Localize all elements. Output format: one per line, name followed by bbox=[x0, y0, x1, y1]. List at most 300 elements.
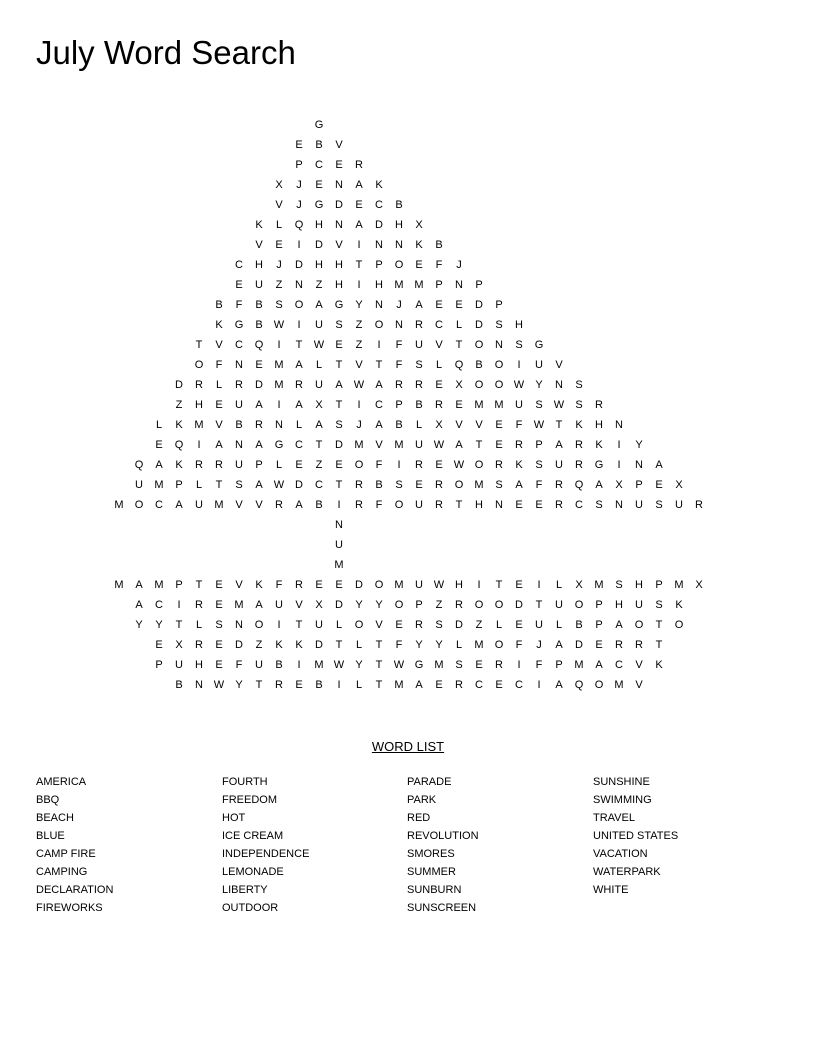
word-list-item: SUNSHINE bbox=[593, 776, 650, 788]
word-list-item: FOURTH bbox=[222, 776, 268, 788]
grid-letter: Y bbox=[235, 679, 243, 691]
grid-letter: N bbox=[635, 459, 643, 471]
grid-letter: D bbox=[375, 219, 383, 231]
grid-letter: C bbox=[155, 499, 163, 511]
grid-letter: Z bbox=[255, 639, 263, 651]
grid-letter: C bbox=[155, 599, 163, 611]
grid-letter: I bbox=[477, 579, 481, 591]
grid-letter: M bbox=[394, 439, 404, 451]
word-list-item: SUNBURN bbox=[407, 884, 462, 896]
grid-letter: T bbox=[475, 439, 483, 451]
grid-letter: E bbox=[315, 179, 323, 191]
grid-letter: L bbox=[455, 639, 463, 651]
grid-letter: K bbox=[375, 179, 383, 191]
grid-letter: M bbox=[594, 579, 604, 591]
grid-letter: I bbox=[297, 659, 301, 671]
grid-letter: F bbox=[375, 459, 383, 471]
grid-letter: R bbox=[635, 639, 643, 651]
grid-letter: E bbox=[495, 419, 503, 431]
grid-letter: A bbox=[315, 419, 323, 431]
grid-letter: R bbox=[555, 479, 563, 491]
grid-letter: T bbox=[375, 639, 383, 651]
grid-letter: I bbox=[297, 319, 301, 331]
grid-letter: H bbox=[595, 419, 603, 431]
grid-letter: M bbox=[154, 479, 164, 491]
grid-letter: V bbox=[635, 679, 643, 691]
grid-letter: K bbox=[175, 459, 183, 471]
word-list-column bbox=[593, 773, 773, 899]
grid-letter: L bbox=[335, 619, 343, 631]
grid-letter: P bbox=[175, 579, 183, 591]
grid-letter: A bbox=[595, 659, 603, 671]
grid-letter: R bbox=[495, 459, 503, 471]
grid-letter: E bbox=[155, 439, 163, 451]
grid-letter: T bbox=[655, 639, 663, 651]
grid-letter: H bbox=[315, 259, 323, 271]
grid-letter: Q bbox=[174, 439, 184, 451]
grid-letter: H bbox=[315, 219, 323, 231]
grid-letter: Y bbox=[355, 299, 363, 311]
word-list-item: BEACH bbox=[36, 812, 74, 824]
grid-letter: L bbox=[495, 619, 503, 631]
grid-letter: L bbox=[315, 359, 323, 371]
grid-letter: T bbox=[355, 259, 363, 271]
grid-letter: D bbox=[455, 619, 463, 631]
grid-letter: A bbox=[155, 459, 163, 471]
grid-letter: Y bbox=[535, 379, 543, 391]
grid-letter: F bbox=[235, 299, 243, 311]
grid-letter: M bbox=[194, 419, 204, 431]
grid-letter: W bbox=[353, 379, 365, 391]
grid-letter: H bbox=[515, 319, 523, 331]
grid-letter: Z bbox=[475, 619, 483, 631]
grid-letter: L bbox=[435, 359, 443, 371]
grid-letter: V bbox=[455, 419, 463, 431]
grid-letter: D bbox=[335, 439, 343, 451]
word-list-item: AMERICA bbox=[36, 776, 87, 788]
grid-letter: H bbox=[195, 399, 203, 411]
grid-letter: A bbox=[555, 679, 563, 691]
grid-letter: R bbox=[555, 499, 563, 511]
grid-letter: T bbox=[535, 599, 543, 611]
grid-letter: S bbox=[215, 619, 223, 631]
grid-letter: E bbox=[335, 159, 343, 171]
grid-letter: U bbox=[315, 619, 323, 631]
word-list-heading: WORD LIST bbox=[371, 739, 445, 754]
grid-letter: U bbox=[555, 599, 563, 611]
grid-letter: P bbox=[495, 299, 503, 311]
grid-letter: I bbox=[277, 339, 281, 351]
grid-letter: X bbox=[615, 479, 623, 491]
grid-letter: O bbox=[294, 299, 304, 311]
grid-letter: B bbox=[435, 239, 443, 251]
grid-letter: U bbox=[535, 359, 543, 371]
grid-letter: S bbox=[615, 579, 623, 591]
grid-letter: R bbox=[295, 379, 303, 391]
grid-letter: K bbox=[595, 439, 603, 451]
grid-letter: E bbox=[335, 579, 343, 591]
grid-letter: W bbox=[273, 319, 285, 331]
grid-letter: V bbox=[235, 579, 243, 591]
grid-letter: I bbox=[277, 399, 281, 411]
grid-letter: E bbox=[535, 499, 543, 511]
grid-letter: Q bbox=[254, 339, 264, 351]
grid-letter: X bbox=[435, 419, 443, 431]
grid-letter: O bbox=[574, 599, 584, 611]
grid-letter: R bbox=[195, 639, 203, 651]
grid-letter: A bbox=[175, 499, 183, 511]
grid-letter: E bbox=[655, 479, 663, 491]
grid-letter: F bbox=[395, 639, 403, 651]
grid-letter: I bbox=[517, 359, 521, 371]
grid-letter: E bbox=[495, 679, 503, 691]
grid-letter: L bbox=[295, 419, 303, 431]
grid-letter: X bbox=[415, 219, 423, 231]
grid-letter: U bbox=[195, 499, 203, 511]
grid-letter: O bbox=[354, 459, 364, 471]
grid-letter: U bbox=[515, 399, 523, 411]
grid-letter: C bbox=[375, 399, 383, 411]
grid-letter: T bbox=[375, 359, 383, 371]
word-list-item: OUTDOOR bbox=[222, 902, 279, 914]
grid-letter: K bbox=[415, 239, 423, 251]
grid-letter: O bbox=[494, 379, 504, 391]
grid-letter: Z bbox=[275, 279, 283, 291]
grid-letter: D bbox=[175, 379, 183, 391]
grid-letter: A bbox=[255, 479, 263, 491]
grid-letter: U bbox=[135, 479, 143, 491]
grid-letter: O bbox=[494, 599, 504, 611]
grid-letter: P bbox=[155, 659, 163, 671]
grid-letter: I bbox=[177, 599, 181, 611]
grid-letter: R bbox=[395, 379, 403, 391]
grid-letter: V bbox=[335, 239, 343, 251]
word-list-item: CAMPING bbox=[36, 866, 88, 878]
word-list-item: FREEDOM bbox=[222, 794, 277, 806]
grid-letter: B bbox=[415, 399, 423, 411]
grid-letter: O bbox=[134, 499, 144, 511]
grid-letter: U bbox=[415, 499, 423, 511]
grid-letter: F bbox=[215, 359, 223, 371]
grid-letter: U bbox=[415, 339, 423, 351]
grid-letter: V bbox=[635, 659, 643, 671]
grid-letter: N bbox=[495, 339, 503, 351]
grid-letter: R bbox=[595, 399, 603, 411]
grid-letter: C bbox=[235, 339, 243, 351]
grid-letter: E bbox=[435, 679, 443, 691]
grid-letter: T bbox=[455, 499, 463, 511]
grid-letter: E bbox=[435, 459, 443, 471]
grid-letter: N bbox=[335, 179, 343, 191]
grid-letter: Z bbox=[175, 399, 183, 411]
grid-letter: E bbox=[495, 439, 503, 451]
grid-letter: C bbox=[515, 679, 523, 691]
grid-letter: O bbox=[474, 339, 484, 351]
grid-letter: Z bbox=[355, 339, 363, 351]
grid-letter: N bbox=[375, 239, 383, 251]
grid-letter: V bbox=[375, 439, 383, 451]
grid-letter: A bbox=[335, 379, 343, 391]
grid-letter: F bbox=[235, 659, 243, 671]
grid-letter: T bbox=[195, 579, 203, 591]
grid-letter: N bbox=[375, 299, 383, 311]
grid-letter: A bbox=[375, 419, 383, 431]
grid-letter: K bbox=[515, 459, 523, 471]
grid-letter: O bbox=[674, 619, 684, 631]
grid-letter: V bbox=[435, 339, 443, 351]
grid-letter: A bbox=[295, 399, 303, 411]
grid-letter: S bbox=[495, 479, 503, 491]
grid-letter: V bbox=[215, 339, 223, 351]
word-list-item: CAMP FIRE bbox=[36, 848, 96, 860]
grid-letter: V bbox=[235, 499, 243, 511]
grid-letter: C bbox=[575, 499, 583, 511]
grid-letter: R bbox=[195, 599, 203, 611]
grid-letter: I bbox=[337, 679, 341, 691]
grid-letter: D bbox=[475, 319, 483, 331]
word-list-item: TRAVEL bbox=[593, 812, 635, 824]
grid-letter: L bbox=[215, 379, 223, 391]
word-list-column bbox=[222, 773, 402, 917]
grid-letter: H bbox=[455, 579, 463, 591]
grid-letter: W bbox=[453, 459, 465, 471]
grid-letter: I bbox=[357, 399, 361, 411]
grid-letter: R bbox=[195, 379, 203, 391]
grid-letter: V bbox=[275, 199, 283, 211]
word-list-item: HOT bbox=[222, 812, 246, 824]
word-list-item: DECLARATION bbox=[36, 884, 114, 896]
grid-letter: L bbox=[355, 679, 363, 691]
page-title: July Word Search bbox=[36, 34, 296, 71]
grid-letter: U bbox=[175, 659, 183, 671]
grid-letter: M bbox=[274, 359, 284, 371]
word-list-item: WATERPARK bbox=[593, 866, 661, 878]
grid-letter: J bbox=[456, 259, 462, 271]
grid-letter: O bbox=[374, 579, 384, 591]
grid-letter: A bbox=[615, 619, 623, 631]
grid-letter: N bbox=[235, 619, 243, 631]
grid-letter: X bbox=[455, 379, 463, 391]
grid-letter: E bbox=[215, 579, 223, 591]
grid-letter: B bbox=[255, 319, 263, 331]
grid-letter: B bbox=[315, 499, 323, 511]
grid-letter: Y bbox=[135, 619, 143, 631]
grid-letter: T bbox=[655, 619, 663, 631]
grid-letter: P bbox=[655, 579, 663, 591]
grid-letter: E bbox=[415, 479, 423, 491]
grid-letter: U bbox=[415, 439, 423, 451]
grid-letter: A bbox=[295, 359, 303, 371]
grid-letter: F bbox=[395, 339, 403, 351]
grid-letter: O bbox=[474, 379, 484, 391]
grid-letter: R bbox=[275, 679, 283, 691]
grid-letter: S bbox=[595, 499, 603, 511]
grid-letter: T bbox=[455, 339, 463, 351]
grid-letter: M bbox=[434, 659, 444, 671]
grid-letter: X bbox=[175, 639, 183, 651]
grid-letter: K bbox=[255, 219, 263, 231]
grid-letter: K bbox=[295, 639, 303, 651]
grid-letter: M bbox=[354, 439, 364, 451]
grid-letter: X bbox=[695, 579, 703, 591]
word-list-item: INDEPENDENCE bbox=[222, 848, 310, 860]
grid-letter: M bbox=[274, 379, 284, 391]
grid-letter: M bbox=[614, 679, 624, 691]
grid-letter: V bbox=[335, 139, 343, 151]
word-list-item: PARADE bbox=[407, 776, 452, 788]
grid-letter: K bbox=[255, 579, 263, 591]
word-list bbox=[36, 773, 780, 923]
grid-letter: L bbox=[275, 219, 283, 231]
grid-letter: O bbox=[254, 619, 264, 631]
grid-letter: P bbox=[375, 259, 383, 271]
grid-letter: O bbox=[494, 639, 504, 651]
grid-letter: M bbox=[494, 399, 504, 411]
grid-letter: S bbox=[655, 499, 663, 511]
word-list-item: BLUE bbox=[36, 830, 65, 842]
word-list-item: UNITED STATES bbox=[593, 830, 679, 842]
grid-letter: U bbox=[235, 399, 243, 411]
grid-letter: A bbox=[295, 499, 303, 511]
grid-letter: L bbox=[275, 459, 283, 471]
grid-letter: E bbox=[275, 239, 283, 251]
grid-letter: D bbox=[355, 579, 363, 591]
grid-letter: Q bbox=[574, 479, 584, 491]
grid-letter: R bbox=[575, 439, 583, 451]
grid-letter: S bbox=[655, 599, 663, 611]
grid-letter: R bbox=[235, 379, 243, 391]
grid-letter: O bbox=[634, 619, 644, 631]
grid-letter: I bbox=[297, 239, 301, 251]
grid-letter: N bbox=[195, 679, 203, 691]
grid-letter: A bbox=[255, 599, 263, 611]
word-list-item: BBQ bbox=[36, 794, 60, 806]
grid-letter: N bbox=[555, 379, 563, 391]
grid-letter: O bbox=[354, 619, 364, 631]
grid-letter: M bbox=[394, 279, 404, 291]
grid-letter: Y bbox=[355, 659, 363, 671]
grid-letter: Q bbox=[134, 459, 144, 471]
grid-letter: M bbox=[154, 579, 164, 591]
grid-letter: Y bbox=[375, 599, 383, 611]
grid-letter: R bbox=[455, 679, 463, 691]
grid-letter: L bbox=[155, 419, 163, 431]
grid-letter: G bbox=[314, 199, 324, 211]
grid-letter: I bbox=[357, 279, 361, 291]
grid-letter: R bbox=[295, 579, 303, 591]
word-list-column bbox=[407, 773, 587, 917]
grid-letter: U bbox=[255, 659, 263, 671]
grid-letter: R bbox=[255, 419, 263, 431]
grid-letter: N bbox=[395, 239, 403, 251]
grid-letter: L bbox=[195, 479, 203, 491]
grid-letter: T bbox=[335, 479, 343, 491]
grid-letter: M bbox=[234, 599, 244, 611]
grid-letter: O bbox=[194, 359, 204, 371]
grid-letter: F bbox=[515, 639, 523, 651]
grid-letter: U bbox=[635, 599, 643, 611]
word-list-item: SUNSCREEN bbox=[407, 902, 477, 914]
grid-letter: R bbox=[195, 459, 203, 471]
grid-letter: Y bbox=[635, 439, 643, 451]
grid-letter: R bbox=[275, 499, 283, 511]
grid-letter: L bbox=[355, 639, 363, 651]
grid-letter: N bbox=[615, 499, 623, 511]
grid-letter: I bbox=[617, 459, 621, 471]
grid-letter: G bbox=[334, 299, 344, 311]
grid-letter: S bbox=[395, 479, 403, 491]
grid-letter: E bbox=[255, 359, 263, 371]
grid-letter: H bbox=[335, 259, 343, 271]
grid-letter: Q bbox=[454, 359, 464, 371]
grid-letter: Z bbox=[315, 279, 323, 291]
grid-letter: D bbox=[315, 639, 323, 651]
grid-letter: D bbox=[255, 379, 263, 391]
grid-letter: G bbox=[274, 439, 284, 451]
grid-letter: T bbox=[295, 339, 303, 351]
grid-letter: C bbox=[295, 439, 303, 451]
grid-letter: K bbox=[175, 419, 183, 431]
grid-letter: M bbox=[474, 479, 484, 491]
grid-letter: S bbox=[495, 319, 503, 331]
grid-letter: T bbox=[335, 399, 343, 411]
grid-letter: X bbox=[675, 479, 683, 491]
grid-letter: U bbox=[335, 539, 343, 551]
grid-letter: B bbox=[575, 619, 583, 631]
grid-letter: S bbox=[575, 379, 583, 391]
grid-letter: A bbox=[555, 639, 563, 651]
grid-letter: E bbox=[335, 459, 343, 471]
grid-letter: H bbox=[255, 259, 263, 271]
word-list-item: LIBERTY bbox=[222, 884, 268, 896]
grid-letter: V bbox=[215, 419, 223, 431]
grid-letter: B bbox=[315, 139, 323, 151]
grid-letter: M bbox=[114, 499, 124, 511]
grid-letter: W bbox=[393, 659, 405, 671]
grid-letter: T bbox=[315, 439, 323, 451]
grid-letter: W bbox=[533, 419, 545, 431]
grid-letter: M bbox=[214, 499, 224, 511]
grid-letter: D bbox=[575, 639, 583, 651]
grid-letter: P bbox=[415, 599, 423, 611]
grid-letter: E bbox=[235, 279, 243, 291]
grid-letter: C bbox=[435, 319, 443, 331]
grid-letter: O bbox=[594, 679, 604, 691]
word-list-item: SMORES bbox=[407, 848, 455, 860]
grid-letter: A bbox=[255, 439, 263, 451]
grid-letter: C bbox=[315, 159, 323, 171]
grid-letter: T bbox=[335, 639, 343, 651]
grid-letter: I bbox=[397, 459, 401, 471]
grid-letter: T bbox=[255, 679, 263, 691]
grid-letter: W bbox=[513, 379, 525, 391]
grid-letter: I bbox=[537, 679, 541, 691]
grid-letter: Q bbox=[574, 679, 584, 691]
grid-letter: E bbox=[595, 639, 603, 651]
grid-letter: R bbox=[355, 499, 363, 511]
grid-letter: P bbox=[595, 619, 603, 631]
grid-letter: W bbox=[313, 339, 325, 351]
grid-letter: L bbox=[415, 419, 423, 431]
grid-letter: R bbox=[575, 459, 583, 471]
grid-letter: B bbox=[395, 419, 403, 431]
grid-letter: W bbox=[433, 439, 445, 451]
grid-letter: Z bbox=[435, 599, 443, 611]
grid-letter: F bbox=[375, 499, 383, 511]
grid-letter: K bbox=[655, 659, 663, 671]
grid-letter: R bbox=[415, 459, 423, 471]
grid-letter: N bbox=[615, 419, 623, 431]
